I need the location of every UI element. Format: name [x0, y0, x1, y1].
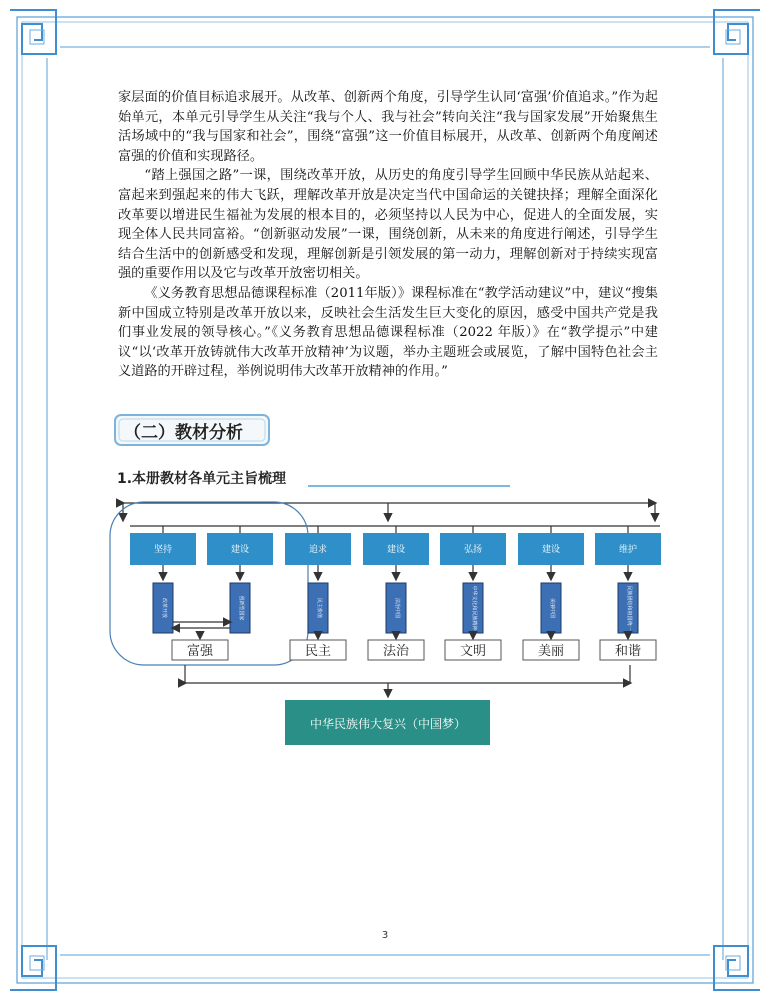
page-number: 3: [381, 930, 389, 941]
unit-theme-diagram: [100, 478, 670, 748]
top-box-label: 建设: [541, 545, 561, 555]
mid-box-label: 法治中国: [394, 597, 400, 619]
mid-box-label: 民主价值: [316, 597, 322, 619]
top-box-label: 建设: [386, 545, 406, 555]
mid-box-label: 美丽中国: [549, 597, 555, 619]
body-text: [118, 88, 658, 382]
top-box-label: 弘扬: [463, 545, 483, 555]
value-label: 民主: [304, 644, 332, 659]
paragraph: “踏上强国之路”一课，围绕改革开放，从历史的角度引导学生回顾中华民族从站起来、富起来到强起来的伟大飞跃，理解改革开放是决定当代中国命运的关键抉择；理解全面深化改革要以增进民生福祉为发展的根本目的，必须坚持以人民为中心，促进人的全面发展，实现全体人民共同富裕。“创新驱动发展”一课，围绕创新，从未来的角度进行阐述，引导学生结合生活中的创新感受和发现，理解创新是引领发展的第一动力，理解创新对于持续实现富强的重要作用以及它与改革开放密切相关。: [118, 168, 658, 282]
top-box-label: 追求: [308, 545, 328, 555]
mid-box-label: 中华文化和民族精神: [471, 585, 477, 631]
paragraph: 家层面的价值目标追求展开。从改革、创新两个角度，引导学生认同‘富强’价值追求。”作为起始单元，本单元引导学生从关注“我与个人、我与社会”转向关注“我与国家发展”开始聚焦生活场域中的“我与国家和社会”，围绕“富强”这一价值目标展开，从改革、创新两个角度阐述富强的价值和实现路径。: [118, 90, 658, 164]
mid-box-label: 改革开放: [161, 597, 167, 619]
top-box-label: 坚持: [153, 545, 173, 555]
paragraph: 《义务教育思想品德课程标准（2011年版）》课程标准在“教学活动建议”中，建议“搜集新中国成立特别是改革开放以来，反映社会生活发生巨大变化的原因，感受中国共产党是我们事业发展的领导核心。”《义务教育思想品德课程标准（2022 年版）》在“教学提示”中建议“以‘改革开放铸就伟大改革开放精神’为议题，举办主题班会或展览，了解中国特色社会主义道路的开辟过程，举例说明伟大改革开放精神的作用。”: [118, 285, 658, 380]
section-label: （二）教材分析: [124, 423, 243, 443]
sub-heading: 1.本册教材各单元主旨梳理: [117, 471, 287, 487]
connector-group: [163, 526, 628, 533]
value-box-row: [172, 640, 656, 660]
mid-box-label: 民族团结和祖国统一: [626, 585, 632, 631]
value-label: 文明: [459, 644, 487, 659]
value-label: 和谐: [614, 644, 642, 659]
value-label: 富强: [186, 644, 214, 659]
final-label: 中华民族伟大复兴（中国梦）: [309, 717, 467, 731]
value-label: 美丽: [537, 644, 565, 659]
value-label: 法治: [382, 644, 410, 659]
top-box-label: 建设: [230, 545, 250, 555]
mid-box-label: 创新型国家: [238, 595, 244, 621]
top-box-label: 维护: [618, 545, 638, 555]
